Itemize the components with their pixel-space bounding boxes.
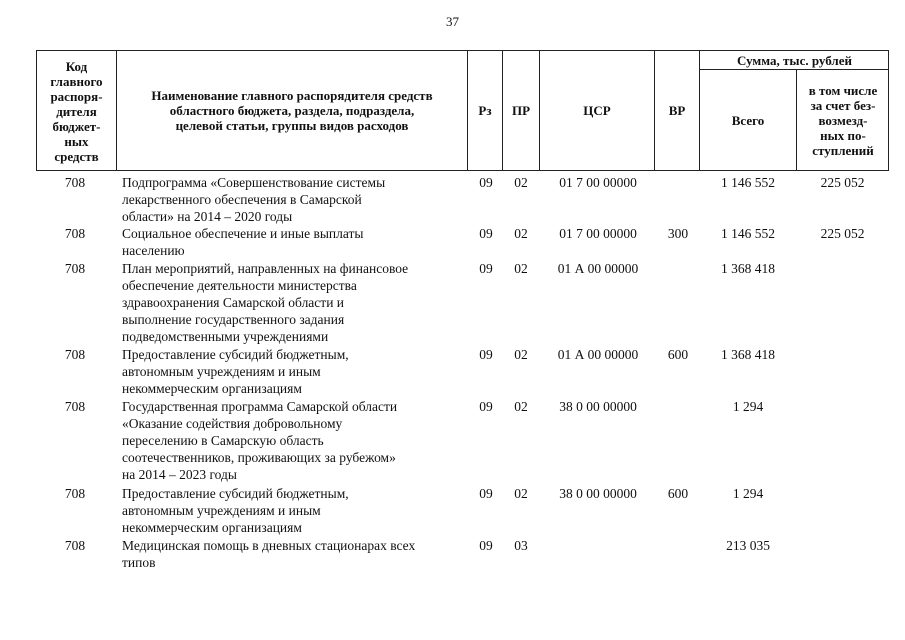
row-pr: 03 (514, 538, 528, 553)
row-pr: 02 (514, 486, 528, 501)
row-rz: 09 (479, 226, 493, 241)
row-pr: 02 (514, 226, 528, 241)
header-incl: в том числе за счет без- возмезд- ных по- ступлений (808, 82, 878, 158)
row-code: 708 (64, 486, 86, 501)
page-number: 37 (446, 14, 459, 29)
row-name: Предоставление субсидий бюджетным, автономным учреждениям и иным некоммерческим организациям (122, 486, 349, 535)
row-name: Государственная программа Самарской области «Оказание содействия добровольному переселению в Самарскую область соотечественников, проживающих за рубежом» на 2014 – 2023 годы (122, 399, 398, 482)
row-name: Предоставление субсидий бюджетным, автономным учреждениям и иным некоммерческим организациям (122, 347, 349, 396)
row-rz: 09 (479, 486, 493, 501)
row-rz: 09 (479, 399, 493, 414)
row-rz: 09 (479, 347, 493, 362)
row-csr: 38 0 00 00000 (559, 486, 637, 501)
row-total: 1 146 552 (721, 175, 775, 190)
row-code: 708 (64, 538, 86, 553)
row-total: 213 035 (726, 538, 770, 553)
row-pr: 02 (514, 399, 528, 414)
row-total: 1 146 552 (721, 226, 775, 241)
table-header (36, 50, 889, 171)
row-vr: 600 (667, 347, 689, 362)
row-code: 708 (64, 347, 86, 362)
row-code: 708 (64, 261, 86, 276)
header-sum: Сумма, тыс. рублей (737, 52, 852, 68)
row-rz: 09 (479, 175, 493, 190)
row-name: План мероприятий, направленных на финансовое обеспечение деятельности министерства здравоохранения Самарской области и выполнение государственного задания подведомственными учреждениями (122, 261, 409, 344)
row-free: 225 052 (820, 175, 865, 190)
row-vr: 600 (667, 486, 689, 501)
row-rz: 09 (479, 261, 493, 276)
row-name: Социальное обеспечение и иные выплаты населению (122, 226, 364, 258)
row-pr: 02 (514, 347, 528, 362)
header-name: Наименование главного распорядителя средств областного бюджета, раздела, подраздела, целевой статьи, группы видов расходов (151, 88, 433, 133)
row-name: Медицинская помощь в дневных стационарах всех типов (122, 538, 416, 570)
row-vr: 300 (667, 226, 689, 241)
row-total: 1 368 418 (721, 347, 775, 362)
row-total: 1 368 418 (721, 261, 775, 276)
row-rz: 09 (479, 538, 493, 553)
row-code: 708 (64, 399, 86, 414)
row-name: Подпрограмма «Совершенствование системы лекарственного обеспечения в Самарской области» на 2014 – 2020 годы (122, 175, 386, 224)
header-code: Код главного распоря- дителя бюджет- ных средств (50, 59, 103, 164)
row-total: 1 294 (732, 486, 764, 501)
row-total: 1 294 (732, 399, 764, 414)
header-csr: ЦСР (583, 103, 611, 118)
row-pr: 02 (514, 175, 528, 190)
header-total: Всего (731, 112, 765, 128)
row-csr: 01 А 00 00000 (557, 347, 639, 362)
header-rz: Рз (478, 103, 492, 118)
header-vr: ВР (668, 103, 686, 118)
row-pr: 02 (514, 261, 528, 276)
row-csr: 01 7 00 00000 (559, 226, 637, 241)
header-pr: ПР (511, 103, 531, 118)
row-csr: 01 А 00 00000 (557, 261, 639, 276)
row-csr: 38 0 00 00000 (559, 399, 637, 414)
row-csr: 01 7 00 00000 (559, 175, 637, 190)
row-code: 708 (64, 175, 86, 190)
row-free: 225 052 (820, 226, 865, 241)
row-code: 708 (64, 226, 86, 241)
